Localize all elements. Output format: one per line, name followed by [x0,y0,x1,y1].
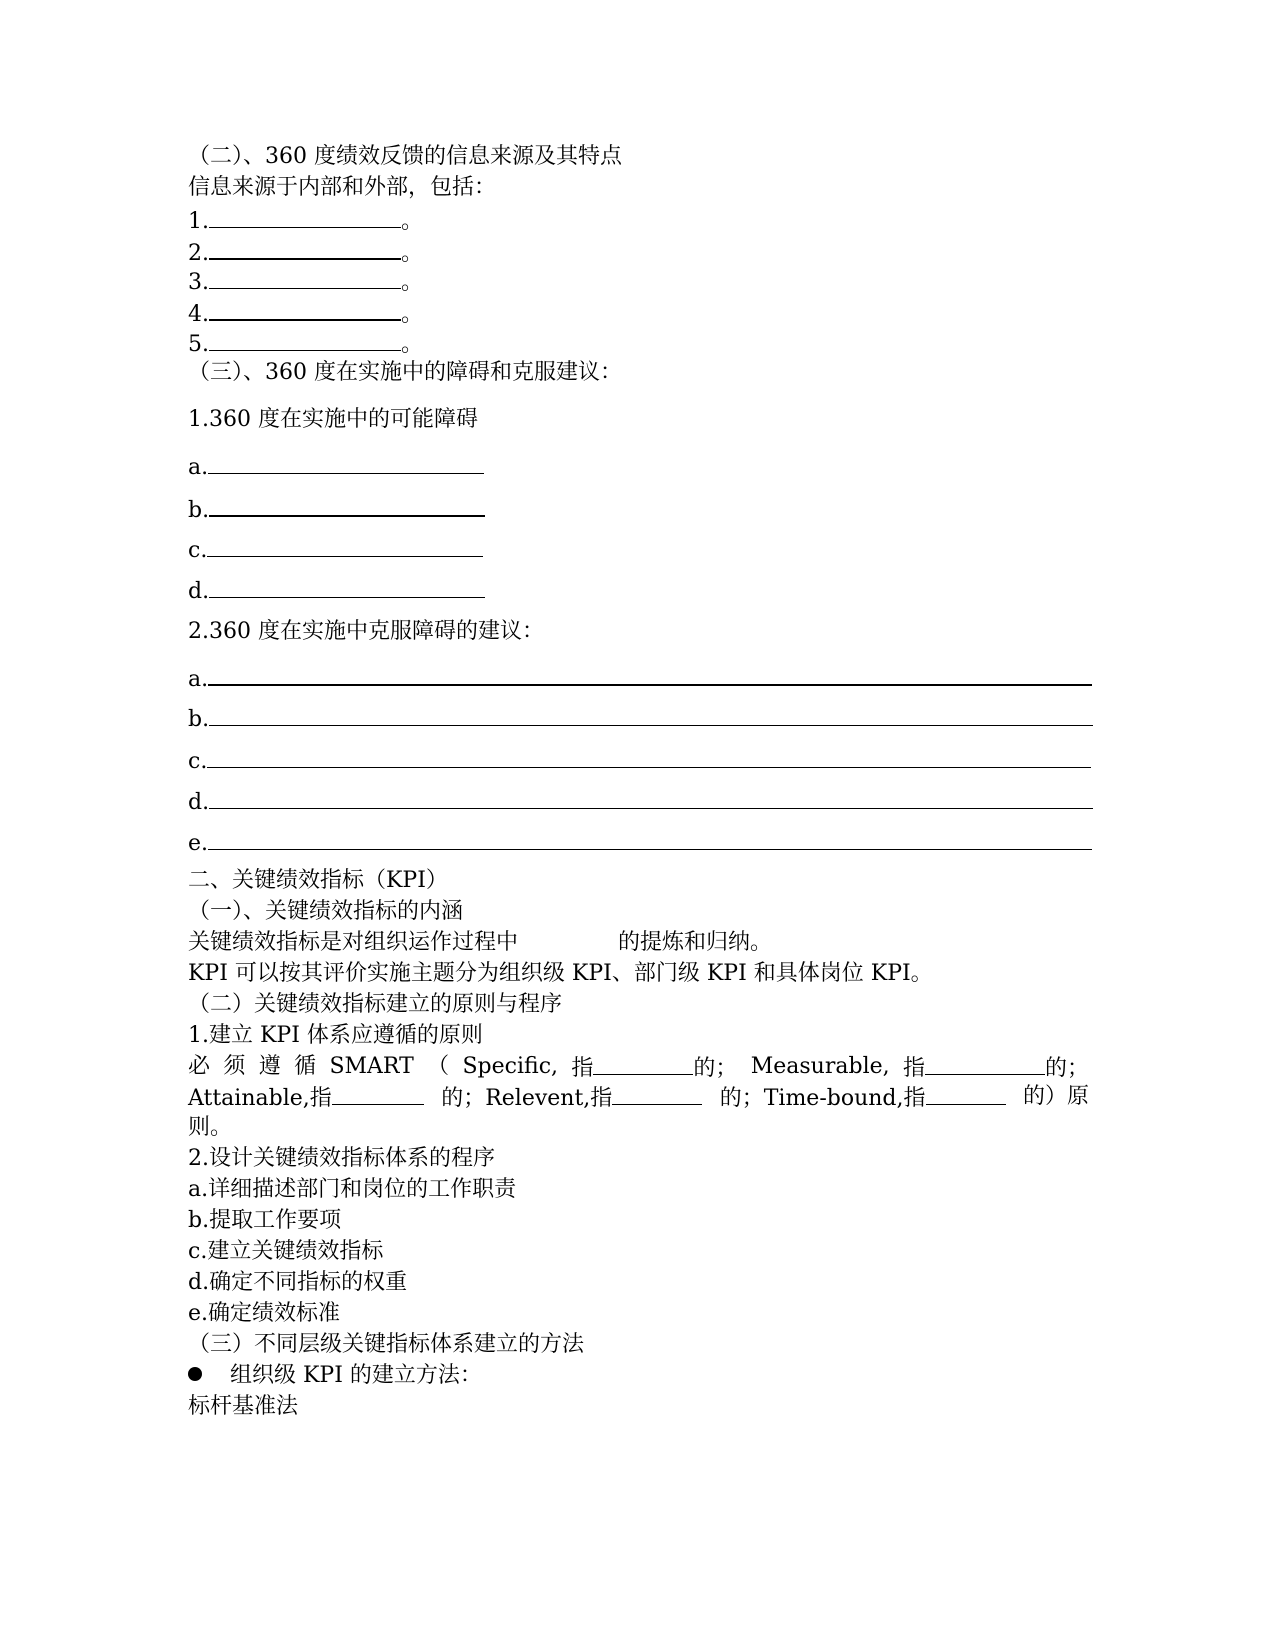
fill-blank-item [188,703,1093,733]
text-fragment: 指 [902,1056,925,1081]
answer-blank[interactable] [209,236,401,260]
text-fragment: 须 [223,1054,246,1079]
definition-start: 关键绩效指标是对组织运作过程中 [188,930,519,955]
fill-blank-item [188,786,1093,816]
fill-blank-item [188,534,483,564]
bullet-text: 组织级 KPI 的建立方法： [230,1363,482,1388]
item-label: a. [188,667,209,692]
fill-blank-item [188,297,423,327]
answer-blank[interactable] [209,493,485,517]
list-item: b.提取工作要项 [188,1208,342,1233]
definition-end: 的提炼和归纳。 [618,930,773,955]
item-label: b. [188,498,210,523]
smart-principle-line-1 [188,1052,1089,1082]
text-fragment: Specific, [462,1054,559,1079]
item-number: 3. [188,270,209,295]
specific-fill [571,1052,737,1082]
text-fragment: 的；Time-bound,指 [719,1086,926,1111]
measurable-fill [903,1052,1089,1082]
smart-principle-line-2 [188,1082,1089,1112]
item-label: b. [188,707,210,732]
paragraph: 则。 [188,1115,233,1140]
item-label: e. [188,831,209,856]
item-label: a. [188,455,209,480]
list-item: a.详细描述部门和岗位的工作职责 [188,1177,517,1202]
subheading: 2.设计关键绩效指标体系的程序 [188,1146,495,1171]
answer-blank[interactable] [209,328,401,351]
item-number: 4. [188,302,209,327]
fill-blank-item [188,266,423,296]
item-label: c. [188,749,208,774]
measurable-blank[interactable] [925,1052,1045,1075]
fill-blank-item [188,328,423,358]
answer-blank[interactable] [207,534,483,557]
paragraph: 标杆基准法 [188,1394,299,1419]
item-end: 。 [401,302,424,327]
section-heading: （三）、360 度在实施中的障碍和克服建议： [188,360,622,385]
text-fragment: （ [427,1054,450,1079]
answer-blank[interactable] [208,662,1092,686]
section-heading: 二、关键绩效指标（KPI） [188,868,448,893]
fill-blank-item [188,451,484,481]
item-label: d. [188,579,210,604]
fill-blank-item [188,236,423,266]
item-number: 5. [188,332,209,357]
text-fragment: 的）原 [1022,1084,1089,1109]
item-number: 1. [188,209,209,234]
subheading: 1.建立 KPI 体系应遵循的原则 [188,1023,483,1048]
subheading: 2.360 度在实施中克服障碍的建议： [188,619,544,644]
answer-blank[interactable] [209,786,1093,809]
answer-blank[interactable] [209,703,1093,726]
text-fragment: 必 [188,1054,211,1079]
fill-blank-item [188,493,485,523]
attainable-fill [188,1082,424,1112]
list-item: e.确定绩效标准 [188,1301,341,1326]
text-fragment: 的；Relevent,指 [441,1086,613,1111]
paragraph: 信息来源于内部和外部，包括： [188,175,497,200]
subheading: （一）、关键绩效指标的内涵 [188,899,464,924]
bullet-item [188,1361,482,1391]
relevent-blank[interactable] [612,1082,702,1105]
text-fragment: 指 [571,1056,594,1081]
text-fragment: Attainable,指 [188,1086,332,1111]
answer-blank[interactable] [209,297,401,321]
text-fragment: 循 [294,1054,317,1079]
fill-blank-item [188,745,1091,775]
answer-blank[interactable] [207,745,1091,768]
text-fragment: 的； [1044,1056,1089,1081]
section-heading: （二）、360 度绩效反馈的信息来源及其特点 [188,144,622,169]
subheading: （三）不同层级关键指标体系建立的方法 [188,1332,585,1357]
time-bound-blank[interactable] [926,1082,1006,1105]
item-end: 。 [401,332,424,357]
kpi-definition [188,928,772,958]
paragraph: KPI 可以按其评价实施主题分为组织级 KPI、部门级 KPI 和具体岗位 KPI。 [188,961,933,986]
item-end: 。 [401,241,424,266]
fill-blank-item [188,827,1092,857]
list-item: d.确定不同指标的权重 [188,1270,408,1295]
item-label: d. [188,790,210,815]
answer-blank[interactable] [209,266,401,289]
answer-blank[interactable] [208,451,484,474]
attainable-blank[interactable] [332,1082,424,1105]
specific-blank[interactable] [593,1052,693,1075]
answer-blank[interactable] [209,205,401,228]
text-fragment: SMART [329,1054,414,1079]
fill-blank-item [188,662,1092,692]
subheading: 1.360 度在实施中的可能障碍 [188,407,478,432]
text-fragment: 的； [693,1056,738,1081]
text-fragment: 遵 [258,1054,281,1079]
fill-blank-item [188,575,485,605]
time-bound-fill [720,1082,1006,1112]
item-end: 。 [401,270,424,295]
relevent-fill [441,1082,702,1112]
subheading: （二）关键绩效指标建立的原则与程序 [188,992,563,1017]
answer-blank[interactable] [209,575,485,598]
fill-blank-item [188,205,423,235]
text-fragment: Measurable, [750,1054,890,1079]
list-item: c.建立关键绩效指标 [188,1239,384,1264]
item-label: c. [188,538,208,563]
answer-blank[interactable] [208,827,1092,850]
bullet-icon [188,1367,202,1381]
item-end: 。 [401,209,424,234]
item-number: 2. [188,241,209,266]
